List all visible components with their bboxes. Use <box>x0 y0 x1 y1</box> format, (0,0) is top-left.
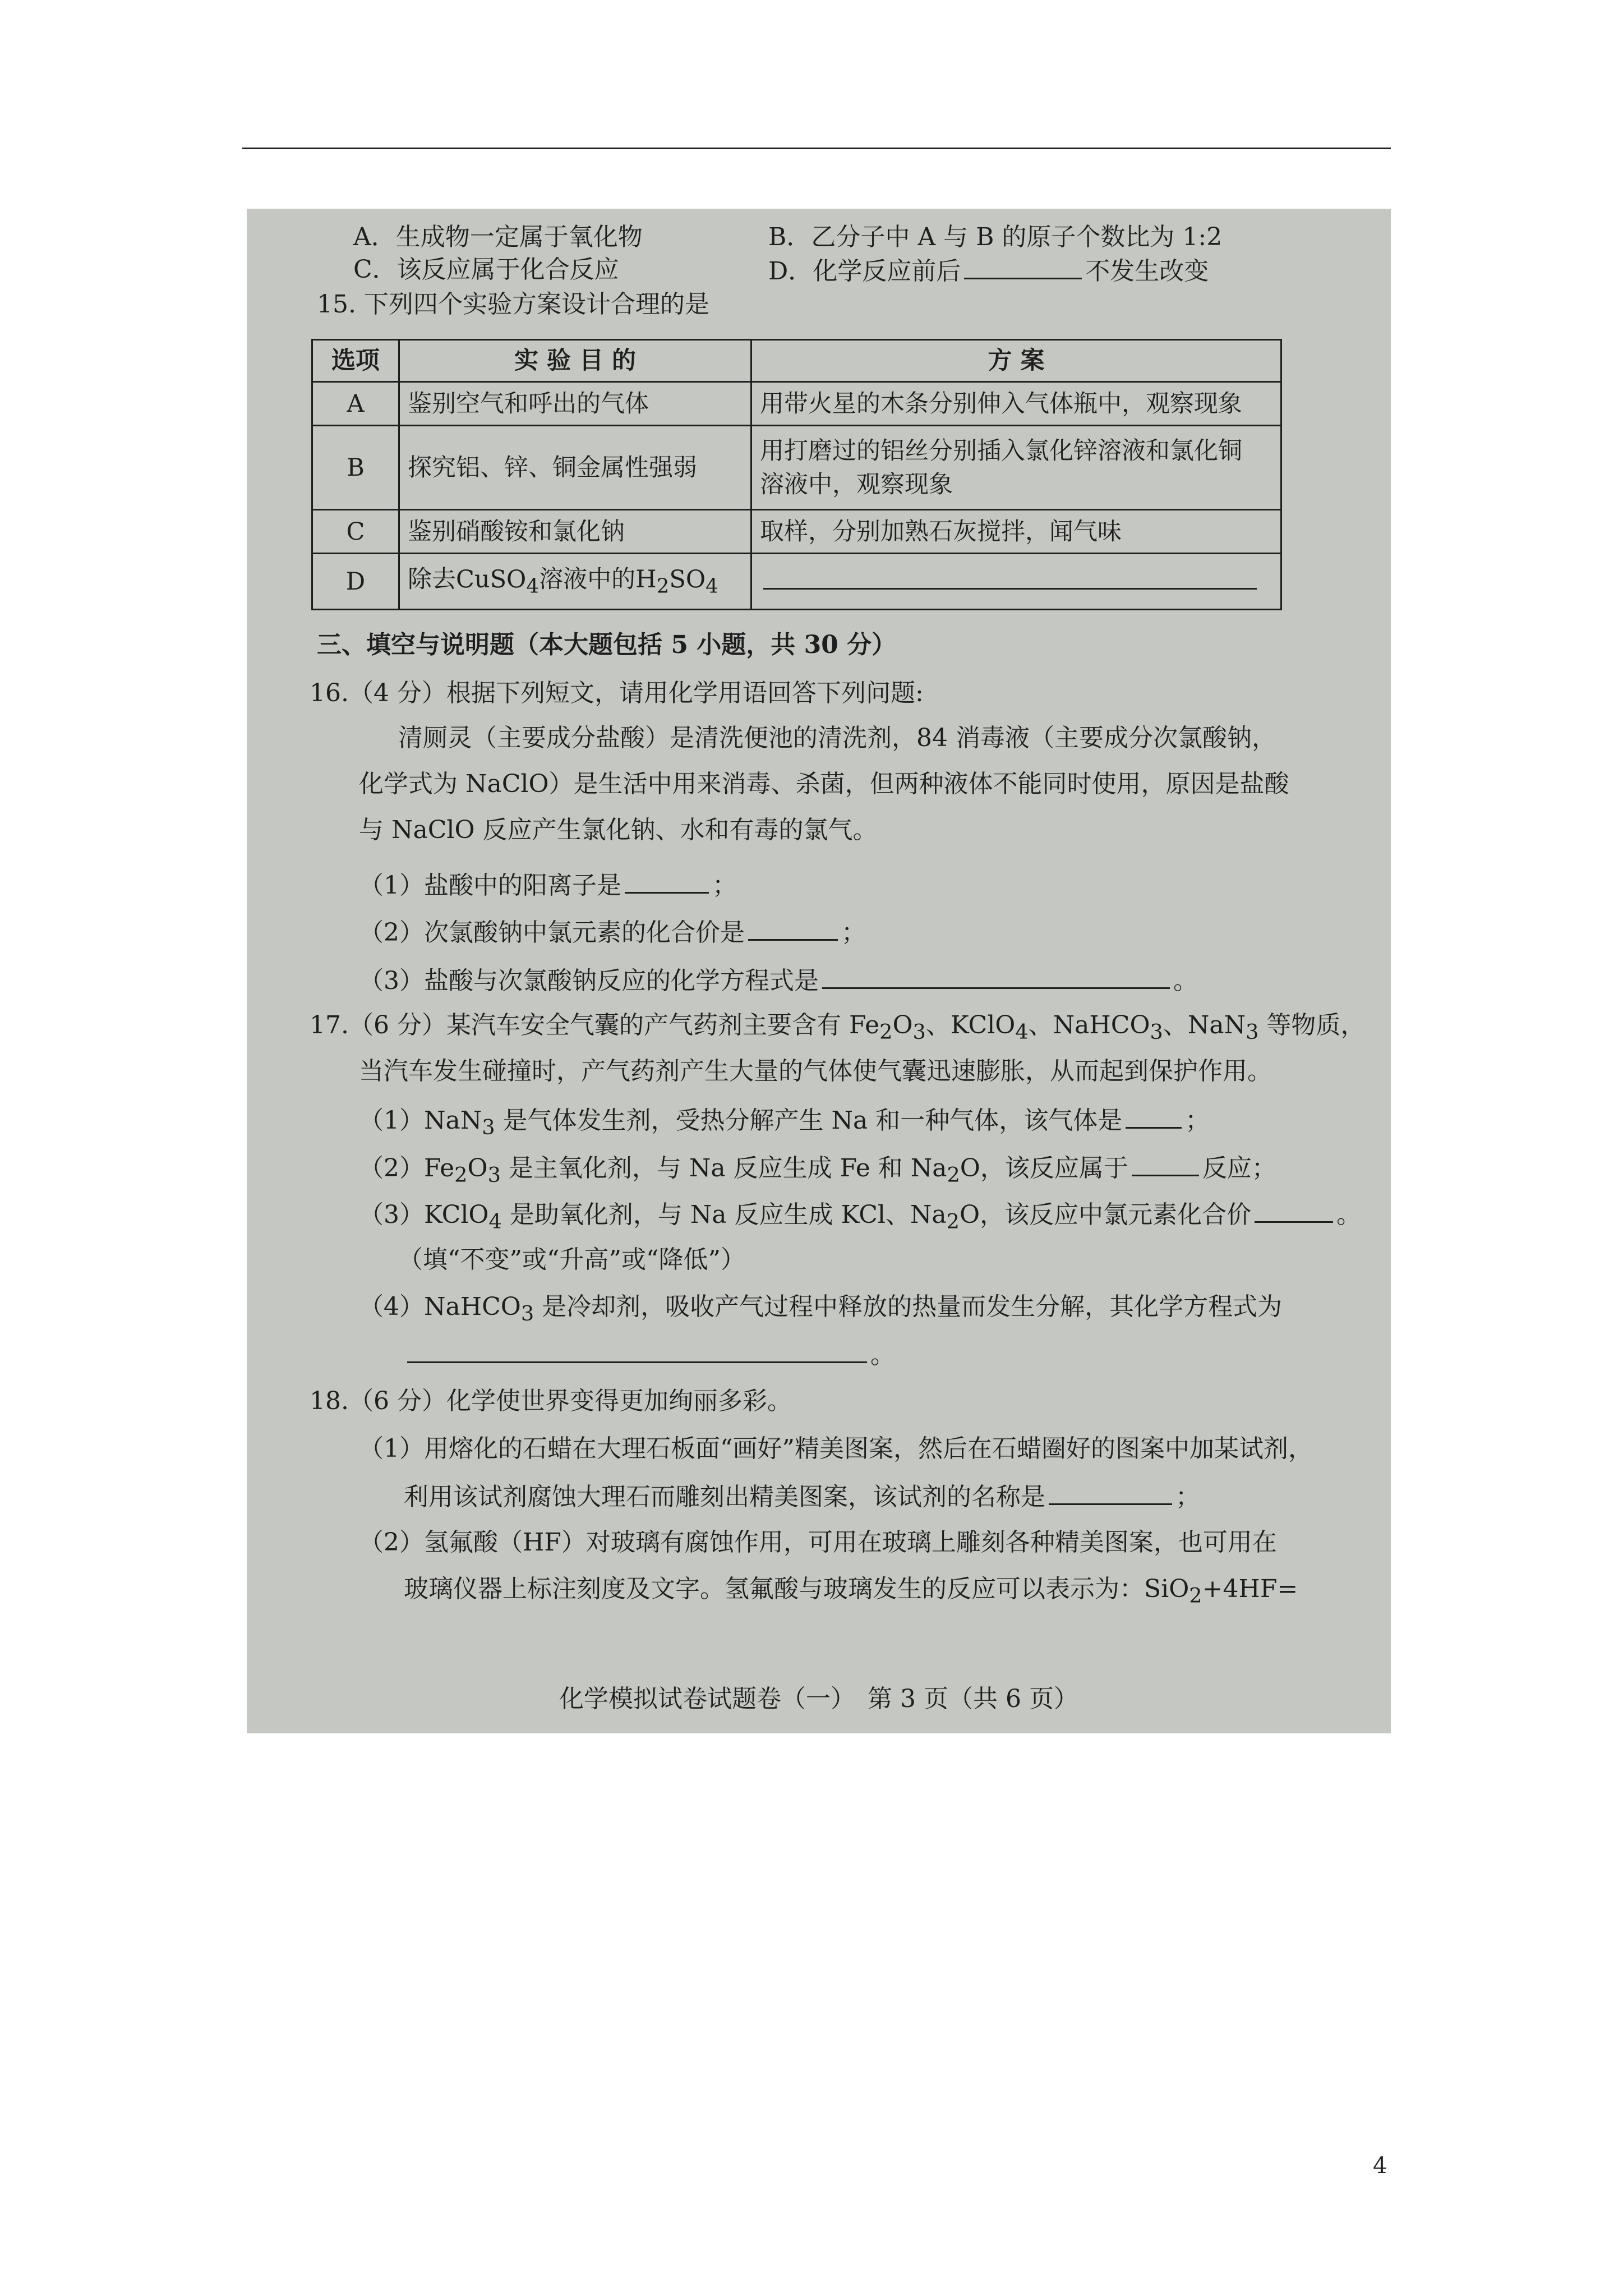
scanned-exam-page <box>247 209 1391 1733</box>
q18-sub1-line2: 利用该试剂腐蚀大理石而雕刻出精美图案，该试剂的名称是 ； <box>404 1481 1200 1512</box>
q17-stem: 17.（6 分）某汽车安全气囊的产气药剂主要含有 $Fe_2O_3$、KClO$_4$、NaHCO$_3$、NaN$_3$ 等物质， <box>310 1011 1366 1044</box>
table-row <box>312 554 1281 610</box>
q17-line2: 当汽车发生碰撞时，产气药剂产生大量的气体使气囊迅速膨胀，从而起到保护作用。 <box>359 1057 1272 1085</box>
header-plan: 方 案 <box>751 340 1281 382</box>
answer-blank[interactable] <box>748 917 838 941</box>
row-purpose: 除去CuSO$_4$溶液中的$H_2SO_4$ <box>399 554 751 610</box>
table-row <box>312 382 1281 426</box>
header-purpose: 实 验 目 的 <box>399 340 751 382</box>
row-option: B <box>312 426 399 510</box>
row-plan: 用打磨过的铝丝分别插入氯化锌溶液和氯化铜 溶液中，观察现象 <box>751 426 1281 510</box>
q16-sub1: （1）盐酸中的阳离子是 ； <box>359 869 737 901</box>
row-option: D <box>312 554 399 610</box>
q14-option-b: B．乙分子中 A 与 B 的原子个数比为 1:2 <box>768 223 1223 251</box>
q16-sub2: （2）次氯酸钠中氯元素的化合价是 ； <box>359 917 866 948</box>
q18-sub2-line2: 玻璃仪器上标注刻度及文字。氢氟酸与玻璃发生的反应可以表示为：SiO$_2$+4HF= <box>404 1575 1298 1608</box>
section-heading: 三、填空与说明题（本大题包括 5 小题，共 30 分） <box>317 631 897 659</box>
q18-sub1-line1: （1）用熔化的石蜡在大理石板面“画好”精美图案，然后在石蜡圈好的图案中加某试剂， <box>359 1434 1313 1463</box>
answer-blank[interactable] <box>625 869 709 894</box>
q17-sub2: $(2)Fe_2O_3$ 是主氧化剂，与 Na 反应生成 Fe 和 $Na_2O$，该反应属于 反应； <box>359 1152 1276 1188</box>
answer-blank[interactable] <box>822 965 1170 989</box>
row-plan-blank[interactable] <box>751 554 1281 610</box>
answer-blank[interactable] <box>407 1339 867 1363</box>
page-footer: 化学模拟试卷试题卷（一） 第 3 页（共 6 页） <box>559 1685 1078 1713</box>
q16-sub3: （3）盐酸与次氯酸钠反应的化学方程式是 。 <box>359 965 1198 996</box>
q17-sub4: （4）NaHCO$_3$ 是冷却剂，吸收产气过程中释放的热量而发生分解，其化学方程式为 <box>359 1292 1283 1326</box>
table-row <box>312 426 1281 510</box>
header-option: 选项 <box>312 340 399 382</box>
q17-sub1: （1）NaN$_3$ 是气体发生剂，受热分解产生 Na 和一种气体，该气体是 ； <box>359 1105 1210 1140</box>
q16-stem: 16.（4 分）根据下列短文，请用化学用语回答下列问题: <box>310 679 924 707</box>
answer-blank[interactable] <box>1049 1481 1172 1505</box>
experiment-table <box>311 339 1282 610</box>
q14-option-c: C．该反应属于化合反应 <box>353 255 619 284</box>
header-rule <box>242 148 1391 149</box>
q15-stem: 15. 下列四个实验方案设计合理的是 <box>317 290 709 319</box>
table-header-row <box>312 340 1281 382</box>
row-purpose: 探究铝、锌、铜金属性强弱 <box>399 426 751 510</box>
row-option: C <box>312 510 399 554</box>
answer-blank[interactable] <box>1255 1199 1333 1223</box>
q18-sub2-line1: （2）氢氟酸（HF）对玻璃有腐蚀作用，可用在玻璃上雕刻各种精美图案，也可用在 <box>359 1528 1277 1557</box>
q14-option-d: D．化学反应前后 不发生改变 <box>768 255 1209 287</box>
q17-sub3-note: （填“不变”或“升高”或“降低”） <box>398 1245 745 1274</box>
q16-passage-line: 清厕灵（主要成分盐酸）是清洗便池的清洗剂，84 消毒液（主要成分次氯酸钠， <box>398 724 1276 752</box>
answer-blank[interactable] <box>1132 1152 1199 1176</box>
q17-sub3: （3）KClO$_4$ 是助氧化剂，与 Na 反应生成 KCl、$Na_2O$，该反应中氯元素化合价 。 <box>359 1199 1361 1234</box>
table-row <box>312 510 1281 554</box>
row-purpose: 鉴别空气和呼出的气体 <box>399 382 751 426</box>
row-plan: 取样，分别加熟石灰搅拌，闻气味 <box>751 510 1281 554</box>
page-number: 4 <box>1373 2153 1387 2179</box>
q16-passage-line: 化学式为 NaClO）是生活中用来消毒、杀菌，但两种液体不能同时使用，原因是盐酸 <box>359 770 1289 798</box>
row-purpose: 鉴别硝酸铵和氯化钠 <box>399 510 751 554</box>
q17-sub4-answer: 。 <box>404 1339 895 1370</box>
row-option: A <box>312 382 399 426</box>
q18-stem: 18.（6 分）化学使世界变得更加绚丽多彩。 <box>310 1387 792 1415</box>
answer-blank[interactable] <box>1126 1105 1182 1129</box>
row-plan: 用带火星的木条分别伸入气体瓶中，观察现象 <box>751 382 1281 426</box>
answer-blank[interactable] <box>964 255 1082 279</box>
q14-option-a: A．生成物一定属于氧化物 <box>353 223 643 251</box>
q16-passage-line: 与 NaClO 反应产生氯化钠、水和有毒的氯气。 <box>359 816 878 844</box>
